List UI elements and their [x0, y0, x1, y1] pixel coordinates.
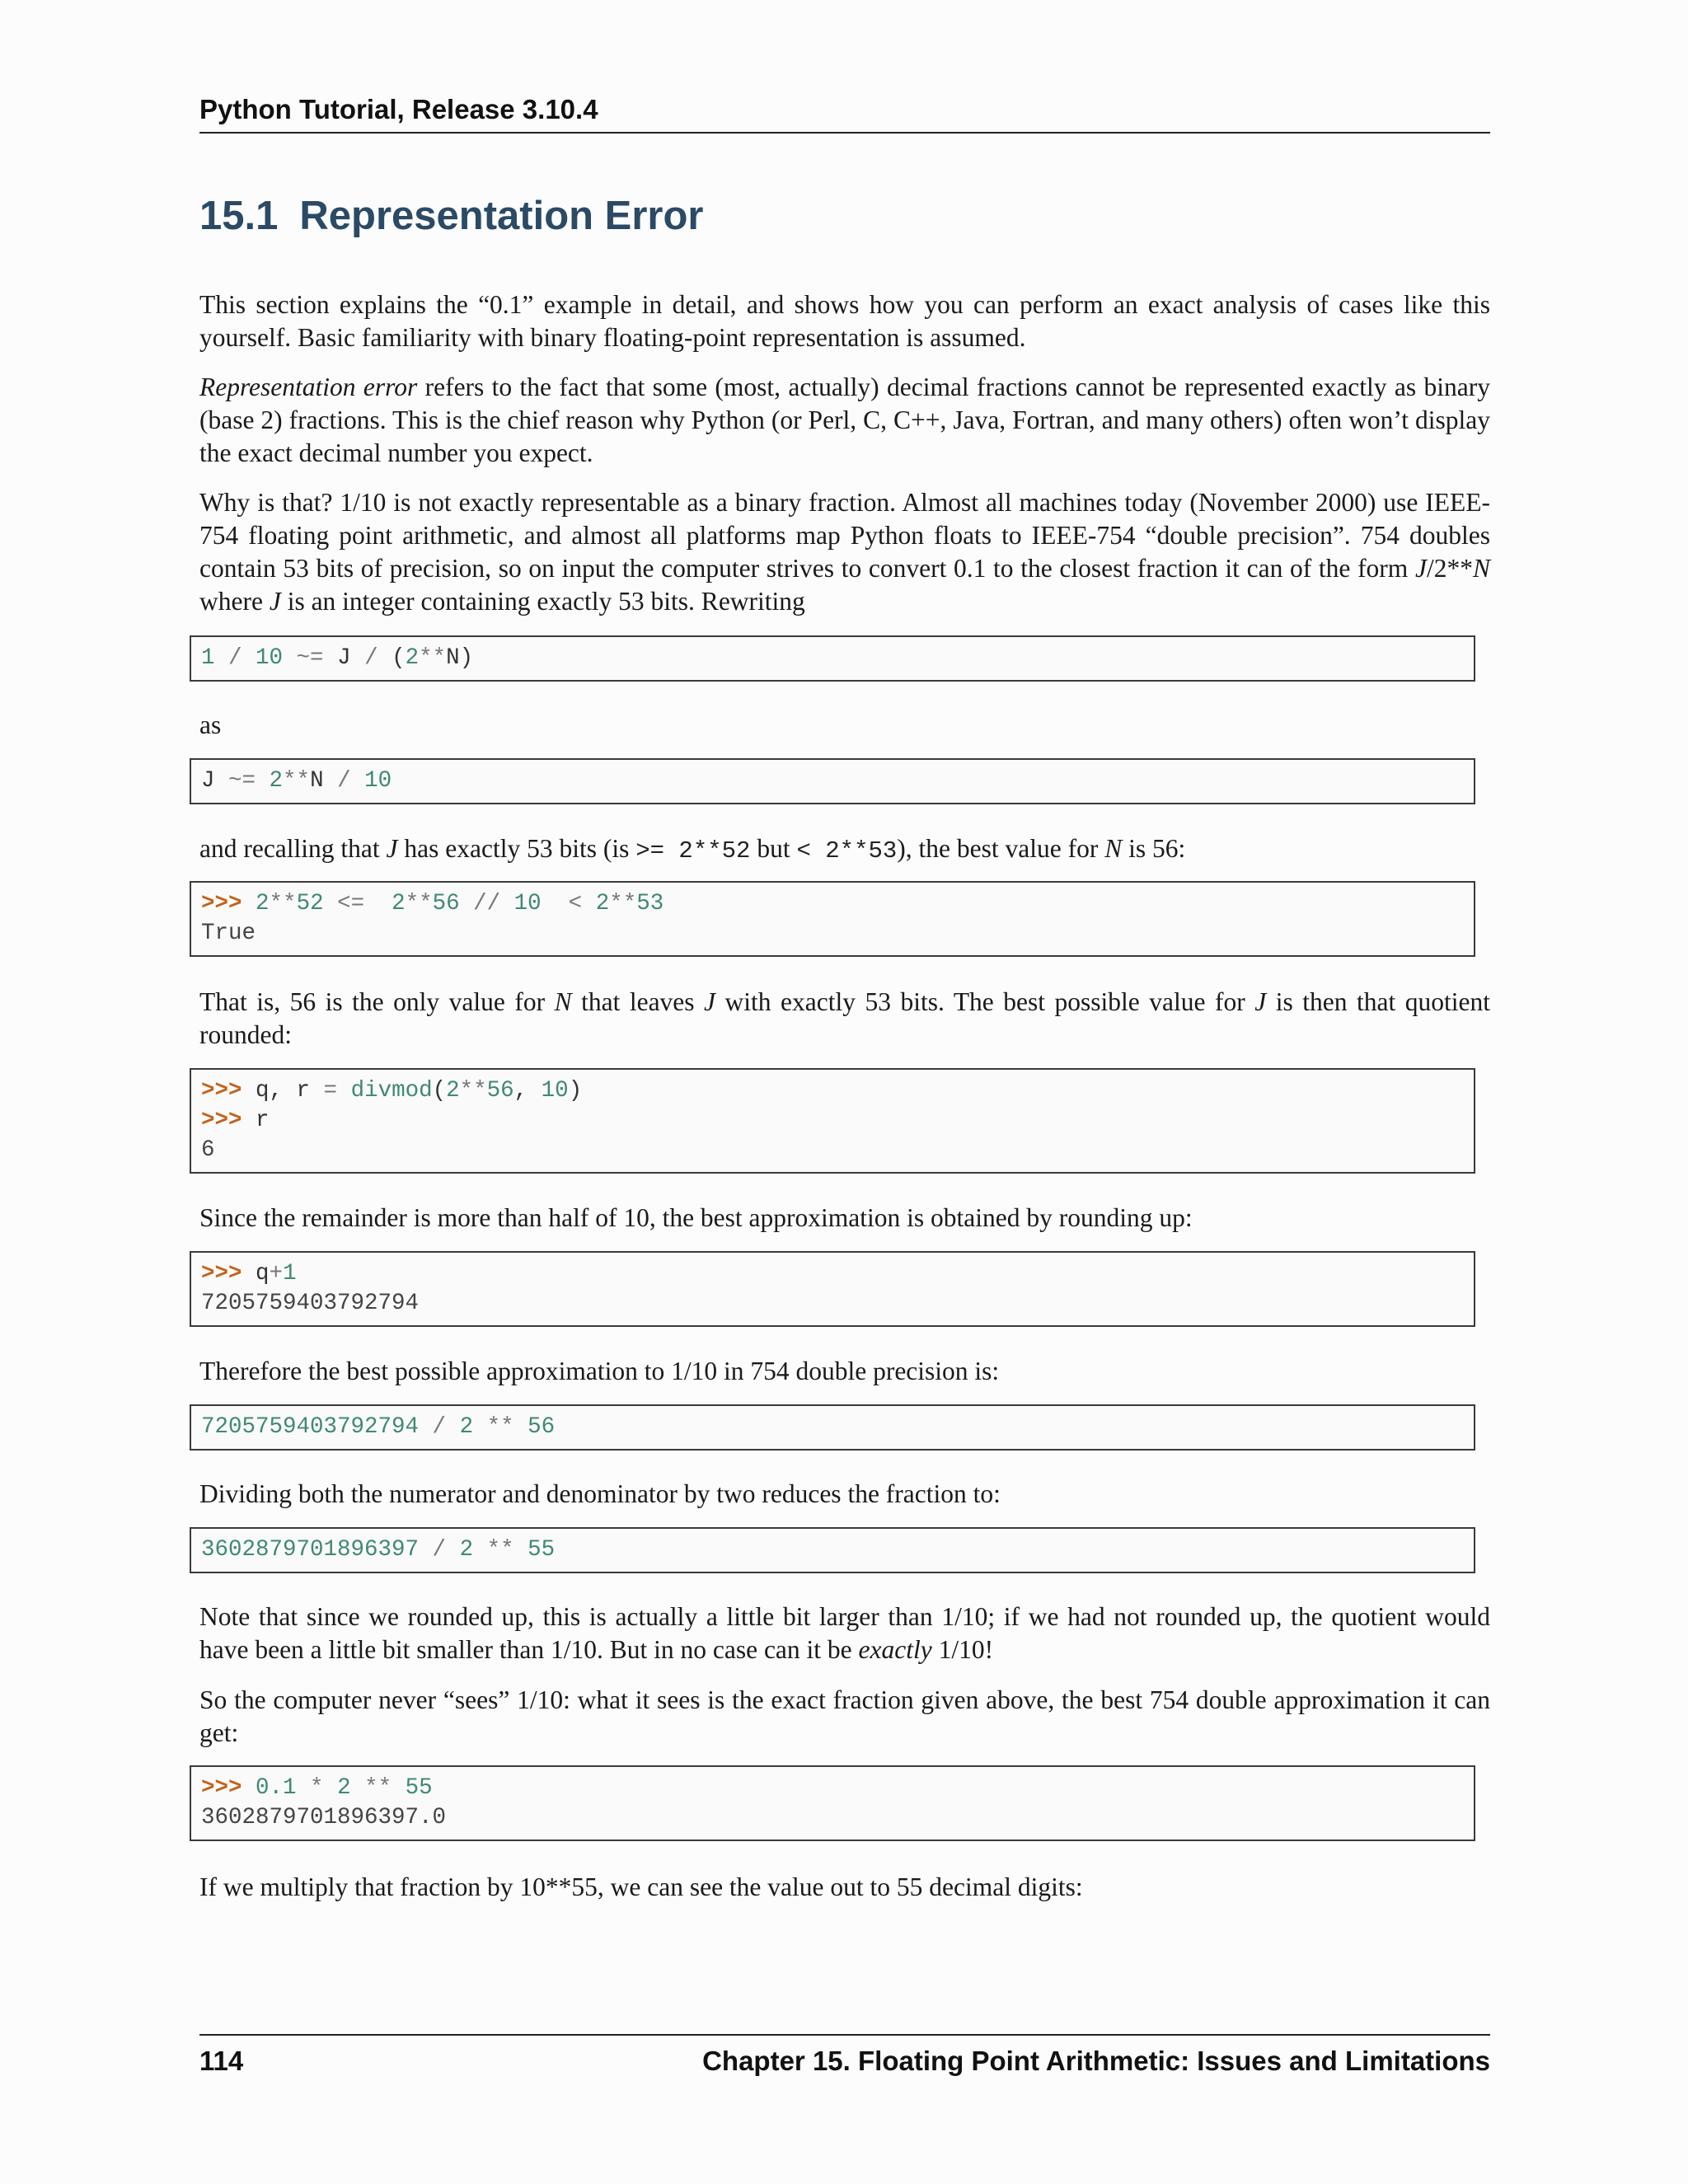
paragraph-text: with exactly 53 bits. The best possible value for — [715, 987, 1255, 1016]
code-block-6[interactable] — [190, 1404, 1475, 1451]
paragraph-text: is 56: — [1122, 834, 1186, 863]
code-token: ** — [459, 1078, 487, 1104]
code-token: ** — [609, 891, 637, 916]
code-token: / — [419, 1537, 460, 1563]
paragraph-multiply: If we multiply that fraction by 10**55, we can see the value out to 55 decimal digits: — [199, 1872, 1083, 1901]
code-token: 2 — [269, 768, 284, 794]
code-token: 55 — [528, 1537, 556, 1563]
code-token: 0.1 — [256, 1775, 297, 1801]
code-token: divmod — [350, 1078, 433, 1104]
code-token: 10 — [513, 891, 542, 916]
code-token: / — [214, 645, 256, 671]
code-token: 55 — [405, 1775, 433, 1801]
math-var: J — [386, 834, 398, 863]
code-output: 7205759403792794 — [201, 1291, 420, 1316]
code-token: ** — [405, 891, 433, 916]
code-token: / — [323, 768, 365, 794]
code-token: 2 — [459, 1414, 474, 1440]
paragraph-recalling — [199, 832, 1490, 868]
paragraph-why — [199, 486, 1490, 618]
code-token: q, r — [256, 1078, 311, 1104]
paragraph-text: and recalling that — [199, 834, 387, 863]
prompt-marker: >>> — [201, 891, 242, 916]
code-block-8[interactable] — [190, 1765, 1475, 1841]
code-token: < — [541, 891, 596, 916]
code-block-5[interactable] — [190, 1251, 1475, 1327]
code-token: 3602879701896397 — [201, 1537, 420, 1563]
code-token: r — [256, 1108, 270, 1133]
code-token: J — [201, 768, 215, 794]
paragraph-representation-error — [199, 371, 1490, 470]
code-token: 2 — [595, 891, 610, 916]
emphasis: exactly — [858, 1635, 932, 1664]
inline-code: >= 2**52 — [635, 837, 751, 865]
page-footer — [199, 2034, 1490, 2076]
code-token: ** — [283, 768, 311, 794]
code-token: // — [459, 891, 514, 916]
code-token: / — [350, 645, 392, 671]
math-var: J — [1414, 554, 1427, 583]
code-token: * — [296, 1775, 338, 1801]
paragraph-text: Note that since we rounded up, this is actually a little bit larger than 1/10; if we had not rounded up, the quotient would have been a little bit smaller than 1/10. But in no case can it be — [199, 1602, 1490, 1664]
code-token: q — [256, 1261, 270, 1286]
code-token: 2 — [405, 645, 420, 671]
prompt-marker: >>> — [201, 1775, 242, 1801]
paragraph-text: 1/10! — [931, 1635, 994, 1664]
paragraph-text: where — [199, 587, 270, 616]
code-token: + — [269, 1261, 284, 1286]
prompt-marker: >>> — [201, 1078, 242, 1104]
paragraph-text: /2** — [1426, 554, 1473, 583]
code-output: True — [201, 921, 256, 946]
code-block-7[interactable] — [190, 1527, 1475, 1573]
paragraph-text: refers to the fact that some (most, actually) decimal fractions cannot be represented exactly as binary (base 2) fractions. This is the chief reason why Python (or Perl, C, C++, Java, Fortran, and many others) often won’t display the exact decimal number you expect. — [199, 373, 1490, 467]
code-token: 7205759403792794 — [201, 1414, 420, 1440]
code-token: ) — [568, 1078, 583, 1104]
code-token: J — [337, 645, 351, 671]
code-token: 53 — [636, 891, 664, 916]
paragraph-as: as — [199, 710, 222, 739]
code-token: ** — [473, 1537, 528, 1563]
code-token: ** — [350, 1775, 406, 1801]
code-token: N — [310, 768, 324, 794]
code-token: <= — [323, 891, 392, 916]
paragraph-therefore: Therefore the best possible approximation to 1/10 in 754 double precision is: — [199, 1357, 1000, 1385]
paragraph-remainder: Since the remainder is more than half of 10, the best approximation is obtained by rounding up: — [199, 1203, 1193, 1232]
term-representation-error: Representation error — [199, 373, 418, 401]
math-var: N — [1472, 554, 1490, 583]
code-block-2[interactable] — [190, 758, 1475, 804]
paragraph-text: That is, 56 is the only value for — [199, 987, 555, 1016]
code-token: 1 — [201, 645, 215, 671]
code-token: ( — [432, 1078, 447, 1104]
code-token: 2 — [256, 891, 270, 916]
code-token: ~= — [283, 645, 338, 671]
code-output: 6 — [201, 1137, 215, 1163]
section-title: Representation Error — [299, 194, 704, 238]
paragraph-intro: This section explains the “0.1” example in detail, and shows how you can perform an exact analysis of cases like this yourself. Basic familiarity with binary floating-point representation is assumed. — [199, 290, 1490, 352]
math-var: J — [1254, 987, 1267, 1016]
code-token: ~= — [214, 768, 270, 794]
code-token: 56 — [432, 891, 460, 916]
paragraph-text: that leaves — [571, 987, 705, 1016]
inline-code: < 2**53 — [796, 837, 898, 865]
math-var: N — [554, 987, 572, 1016]
code-token: 1 — [283, 1261, 297, 1286]
paragraph-that-is — [199, 986, 1490, 1052]
paragraph-text: ), the best value for — [897, 834, 1105, 863]
math-var: J — [704, 987, 716, 1016]
paragraph-note — [199, 1601, 1490, 1666]
code-token: N) — [446, 645, 474, 671]
paragraph-text: is then that quotient rounded: — [199, 987, 1490, 1049]
code-token: 2 — [337, 1775, 351, 1801]
chapter-title: Chapter 15. Floating Point Arithmetic: Issues and Limitations — [702, 2046, 1490, 2076]
paragraph-sees: So the computer never “sees” 1/10: what it sees is the exact fraction given above, the best 754 double approximation it can get: — [199, 1685, 1490, 1747]
code-token: ** — [269, 891, 297, 916]
paragraph-text: Why is that? 1/10 is not exactly representable as a binary fraction. Almost all machines today (November 2000) use IEEE-754 floating point arithmetic, and almost all platforms map Python floats to IEEE-754 “double precision”. 754 doubles contain 53 bits of precision, so on input the computer strives to convert 0.1 to the closest fraction it can of the form — [199, 488, 1490, 583]
math-var: J — [269, 587, 281, 616]
prompt-marker: >>> — [201, 1261, 242, 1286]
paragraph-text: is an integer containing exactly 53 bits. Rewriting — [280, 587, 805, 616]
prompt-marker: >>> — [201, 1108, 242, 1133]
code-token: / — [419, 1414, 460, 1440]
paragraph-text: has exactly 53 bits (is — [397, 834, 636, 863]
code-token: ** — [419, 645, 447, 671]
code-token: 56 — [486, 1078, 514, 1104]
paragraph-text: but — [750, 834, 797, 863]
math-var: N — [1104, 834, 1123, 863]
code-block-4[interactable] — [190, 1068, 1475, 1174]
paragraph-dividing: Dividing both the numerator and denominator by two reduces the fraction to: — [199, 1479, 1001, 1508]
code-block-3[interactable] — [190, 881, 1475, 957]
page-number: 114 — [199, 2046, 244, 2076]
section-heading — [199, 193, 704, 239]
code-token: 2 — [459, 1537, 474, 1563]
code-block-1[interactable] — [190, 635, 1475, 682]
code-token: 2 — [392, 891, 406, 916]
code-output: 3602879701896397.0 — [201, 1805, 447, 1830]
code-token: 52 — [296, 891, 324, 916]
section-number: 15.1 — [199, 194, 279, 238]
code-token: 10 — [364, 768, 392, 794]
code-token: , — [513, 1078, 542, 1104]
code-token: = — [310, 1078, 351, 1104]
code-token: ( — [392, 645, 406, 671]
code-token: 2 — [446, 1078, 460, 1104]
code-token: 10 — [256, 645, 284, 671]
code-token: 56 — [528, 1414, 556, 1440]
code-token: ** — [473, 1414, 528, 1440]
running-header: Python Tutorial, Release 3.10.4 — [199, 94, 1490, 134]
code-token: 10 — [541, 1078, 569, 1104]
